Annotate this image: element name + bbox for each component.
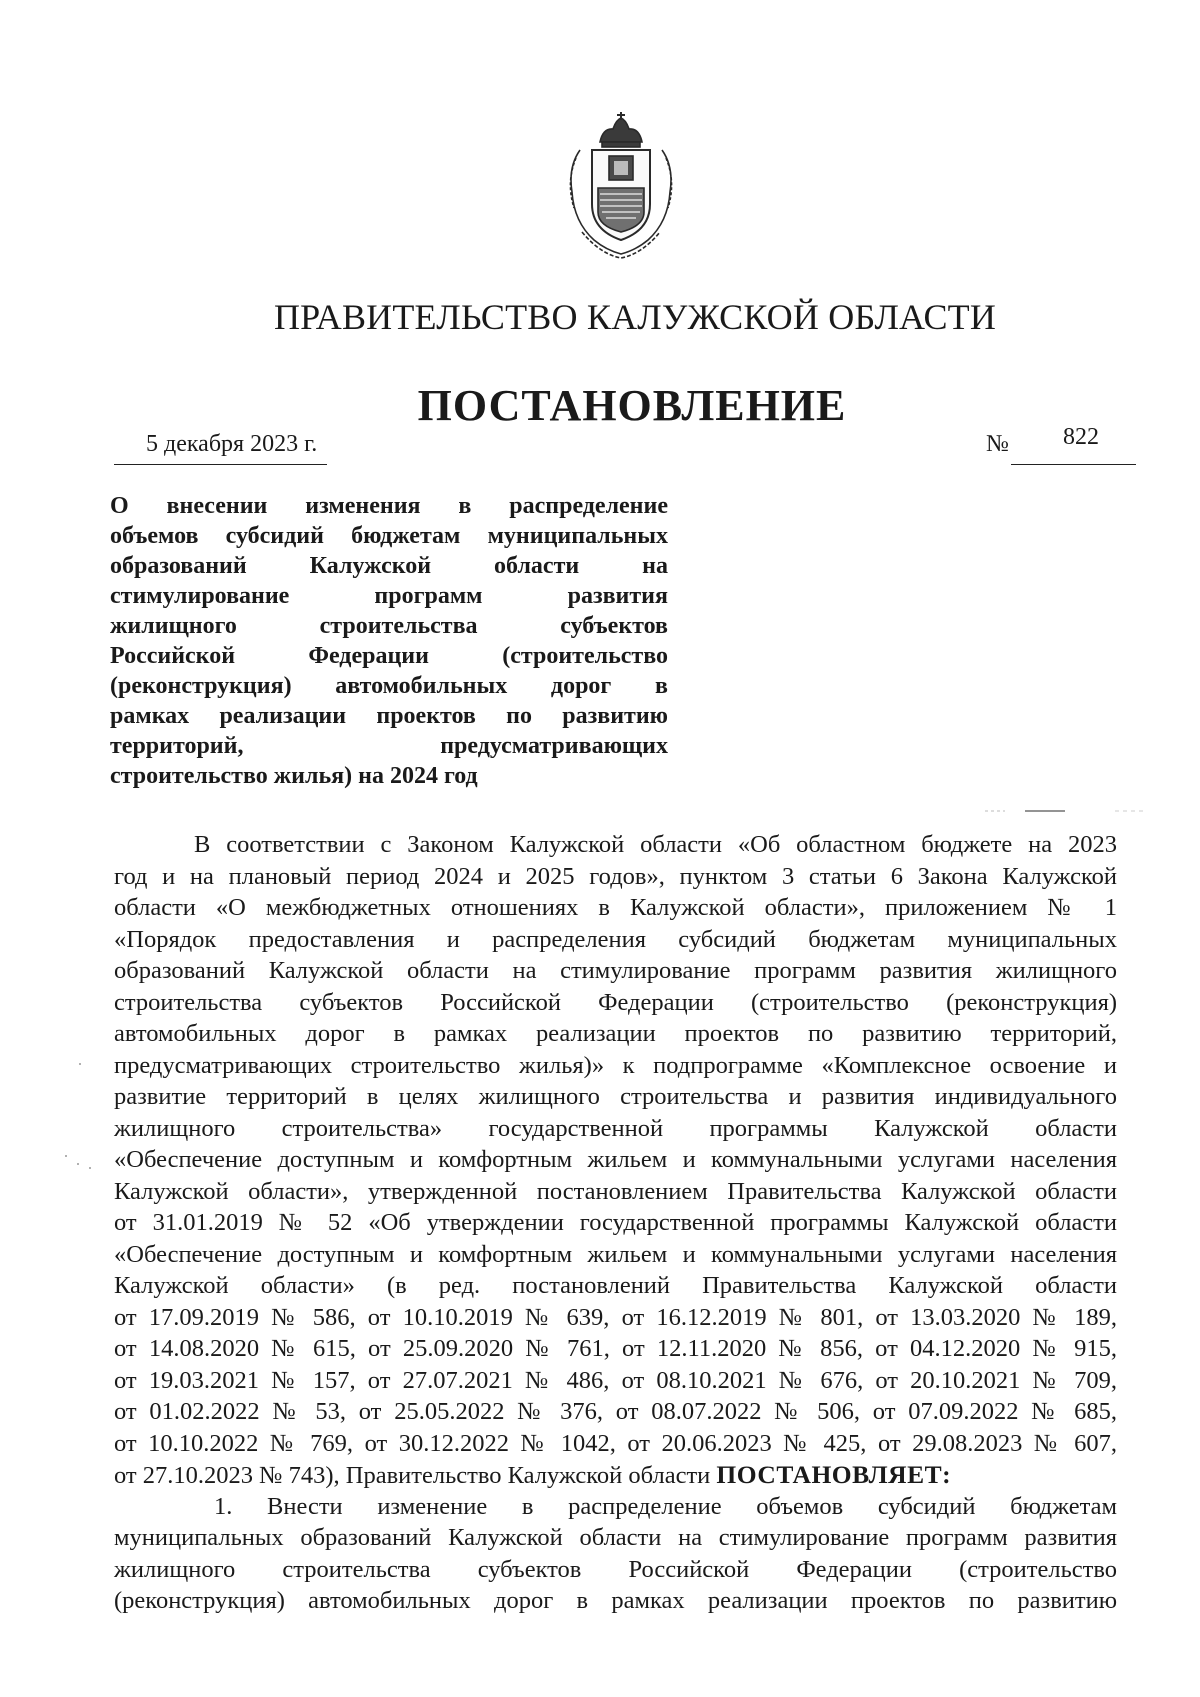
body-line: образований Калужской области на стимулирование программ развития жилищного — [114, 957, 1117, 984]
body-line: жилищного строительства» государственной программы Калужской области — [114, 1114, 1117, 1142]
item-line: 1. Внести изменение в распределение объемов субсидий бюджетам — [214, 1492, 1117, 1520]
subject-line: стимулирование программ развития — [110, 583, 668, 609]
document-number-label: № — [986, 431, 1009, 457]
subject-line: образований Калужской области на — [110, 553, 668, 579]
body-line-final — [114, 1459, 1117, 1491]
body-line: области «О межбюджетных отношениях в Калужской области», приложением № 1 — [114, 894, 1117, 921]
body-line: автомобильных дорог в рамках реализации проектов по развитию территорий, — [114, 1020, 1117, 1047]
body-line: от 01.02.2022 № 53, от 25.05.2022 № 376, от 08.07.2022 № 506, от 07.09.2022 № 685, — [114, 1398, 1117, 1425]
subject-line: строительство жилья) на 2024 год — [110, 763, 478, 789]
body-line: от 10.10.2022 № 769, от 30.12.2022 № 1042, от 20.06.2023 № 425, от 29.08.2023 № 607, — [114, 1429, 1117, 1457]
subject-line: Российской Федерации (строительство — [110, 643, 668, 669]
body-line: Калужской области», утвержденной постановлением Правительства Калужской области — [114, 1177, 1117, 1205]
body-line: от 31.01.2019 № 52 «Об утверждении государственной программы Калужской области — [114, 1209, 1117, 1236]
body-line: развитие территорий в целях жилищного строительства и развития индивидуального — [114, 1083, 1117, 1110]
date-underline — [114, 464, 327, 465]
subject-line: жилищного строительства субъектов — [110, 613, 668, 639]
scan-artifact-dots — [52, 1060, 102, 1190]
body-line: «Обеспечение доступным и комфортным жильем и коммунальными услугами населения — [114, 1240, 1117, 1268]
item-line: жилищного строительства субъектов Российской Федерации (строительство — [114, 1555, 1117, 1583]
document-subject — [110, 491, 668, 791]
body-line: предусматривающих строительство жилья)» к подпрограмме «Комплексное освоение и — [114, 1051, 1117, 1079]
subject-line: рамках реализации проектов по развитию — [110, 703, 668, 729]
document-type-title: ПОСТАНОВЛЕНИЕ — [417, 381, 847, 430]
scan-artifact — [985, 809, 1165, 813]
body-line: от 14.08.2020 № 615, от 25.09.2020 № 761, от 12.11.2020 № 856, от 04.12.2020 № 915, — [114, 1335, 1117, 1362]
body-line: «Порядок предоставления и распределения субсидий бюджетам муниципальных — [114, 925, 1117, 953]
subject-line: О внесении изменения в распределение — [110, 493, 668, 519]
body-line: от 17.09.2019 № 586, от 10.10.2019 № 639, от 16.12.2019 № 801, от 13.03.2020 № 189, — [114, 1303, 1117, 1331]
item-line: (реконструкция) автомобильных дорог в рамках реализации проектов по развитию — [114, 1587, 1117, 1614]
subject-line: объемов субсидий бюджетам муниципальных — [110, 523, 668, 549]
body-line: год и на плановый период 2024 и 2025 годов», пунктом 3 статьи 6 Закона Калужской — [114, 862, 1117, 890]
item-line: муниципальных образований Калужской области на стимулирование программ развития — [114, 1524, 1117, 1551]
subject-line: (реконструкция) автомобильных дорог в — [110, 673, 668, 699]
body-line: «Обеспечение доступным и комфортным жильем и коммунальными услугами населения — [114, 1146, 1117, 1173]
number-underline — [1011, 464, 1136, 465]
body-line: строительства субъектов Российской Федерации (строительство (реконструкция) — [114, 988, 1117, 1016]
subject-line: территорий, предусматривающих — [110, 733, 668, 759]
document-date: 5 декабря 2023 г. — [146, 431, 318, 457]
body-line: Калужской области» (в ред. постановлений Правительства Калужской области — [114, 1272, 1117, 1299]
body-line: от 19.03.2021 № 157, от 27.07.2021 № 486, от 08.10.2021 № 676, от 20.10.2021 № 709, — [114, 1366, 1117, 1394]
document-body — [114, 829, 1117, 1617]
final-line-text: от 27.10.2023 № 743), Правительство Калужской области — [114, 1462, 717, 1489]
kaluga-coat-of-arms-icon — [560, 112, 682, 262]
decree-word: ПОСТАНОВЛЯЕТ: — [716, 1460, 952, 1489]
document-number: 822 — [1063, 424, 1099, 450]
organization-name: ПРАВИТЕЛЬСТВО КАЛУЖСКОЙ ОБЛАСТИ — [273, 297, 997, 337]
body-line: В соответствии с Законом Калужской области «Об областном бюджете на 2023 — [194, 831, 1117, 858]
